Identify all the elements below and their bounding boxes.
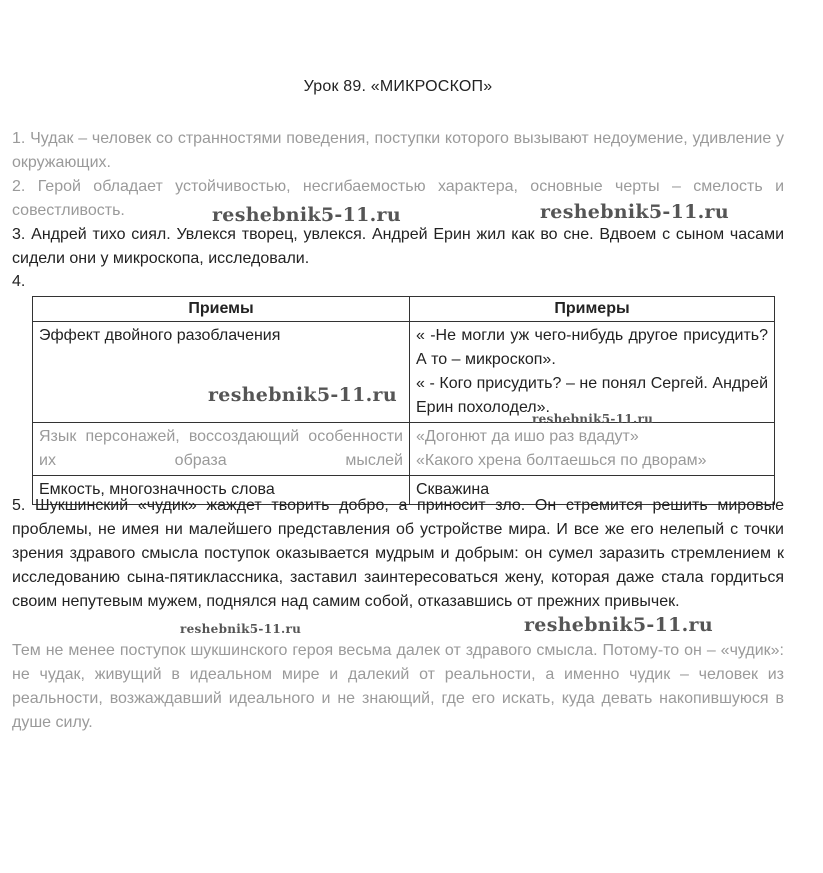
table-cell-method: Эффект двойного разоблачения [33, 322, 410, 423]
example-line: «Догонют да ишо раз вдадут» [416, 428, 639, 445]
watermark: reshebnik5-11.ru [208, 384, 397, 406]
watermark: reshebnik5-11.ru [540, 201, 729, 223]
table-cell-example [410, 322, 775, 423]
paragraph-3: 3. Андрей тихо сиял. Увлекся творец, увлекся. Андрей Ерин жил как во сне. Вдвоем с сыном часами сидели они у микроскопа, исследовали. [12, 226, 784, 267]
watermark: reshebnik5-11.ru [524, 614, 713, 636]
paragraph-4-label: 4. [12, 273, 26, 290]
table-cell-method: Язык персонажей, воссоздающий особенности их образа мыслей [33, 423, 410, 476]
watermark: reshebnik5-11.ru [180, 622, 302, 636]
table-row [33, 322, 775, 423]
example-line: « -Не могли уж чего-нибудь другое присудить? А то – микроскоп». [416, 327, 768, 368]
table-header-methods: Приемы [33, 297, 410, 322]
table-row [33, 423, 775, 476]
paragraph-5: 5. Шукшинский «чудик» жаждет творить добро, а приносит зло. Он стремится решить мировые проблемы, не имея ни малейшего представления об устройстве мира. И все же его нелепый с точки зрения здравого смысла поступок оказывается мудрым и добрым: он сумел заразить стремлением к исследованию сына-пятиклассника, заставил заинтересоваться жену, которая даже стала гордиться своим непутевым мужем, поднялся над самим собой, отказавшись от прежних привычек. [12, 497, 784, 610]
example-line: « - Кого присудить? – не понял Сергей. Андрей Ерин похолодел». [416, 375, 768, 416]
paragraph-6: Тем не менее поступок шукшинского героя весьма далек от здравого смысла. Потому-то он – «чудик»: не чудак, живущий в идеальном мире и далекий от реальности, а именно чудик – человек из реальности, возжаждавший идеального и не знающий, где его искать, куда девать накопившуюся в душе силу. [12, 642, 784, 731]
paragraph-2: 2. Герой обладает устойчивостью, несгибаемостью характера, основные черты – смелость и совестливость. [12, 178, 784, 219]
table-cell-method: Емкость, многозначность слова [33, 476, 410, 505]
document-page [12, 0, 784, 873]
table-header-row [33, 297, 775, 322]
watermark: reshebnik5-11.ru [532, 412, 654, 426]
table-cell-example [410, 423, 775, 476]
example-line: Скважина [416, 481, 490, 498]
page-title: Урок 89. «МИКРОСКОП» [303, 78, 493, 95]
watermark: reshebnik5-11.ru [212, 204, 401, 226]
paragraph-1: 1. Чудак – человек со странностями поведения, поступки которого вызывают недоумение, удивление у окружающих. [12, 130, 784, 171]
methods-table [32, 296, 775, 505]
table-header-examples: Примеры [410, 297, 775, 322]
example-line: «Какого хрена болтаешься по дворам» [416, 452, 707, 469]
